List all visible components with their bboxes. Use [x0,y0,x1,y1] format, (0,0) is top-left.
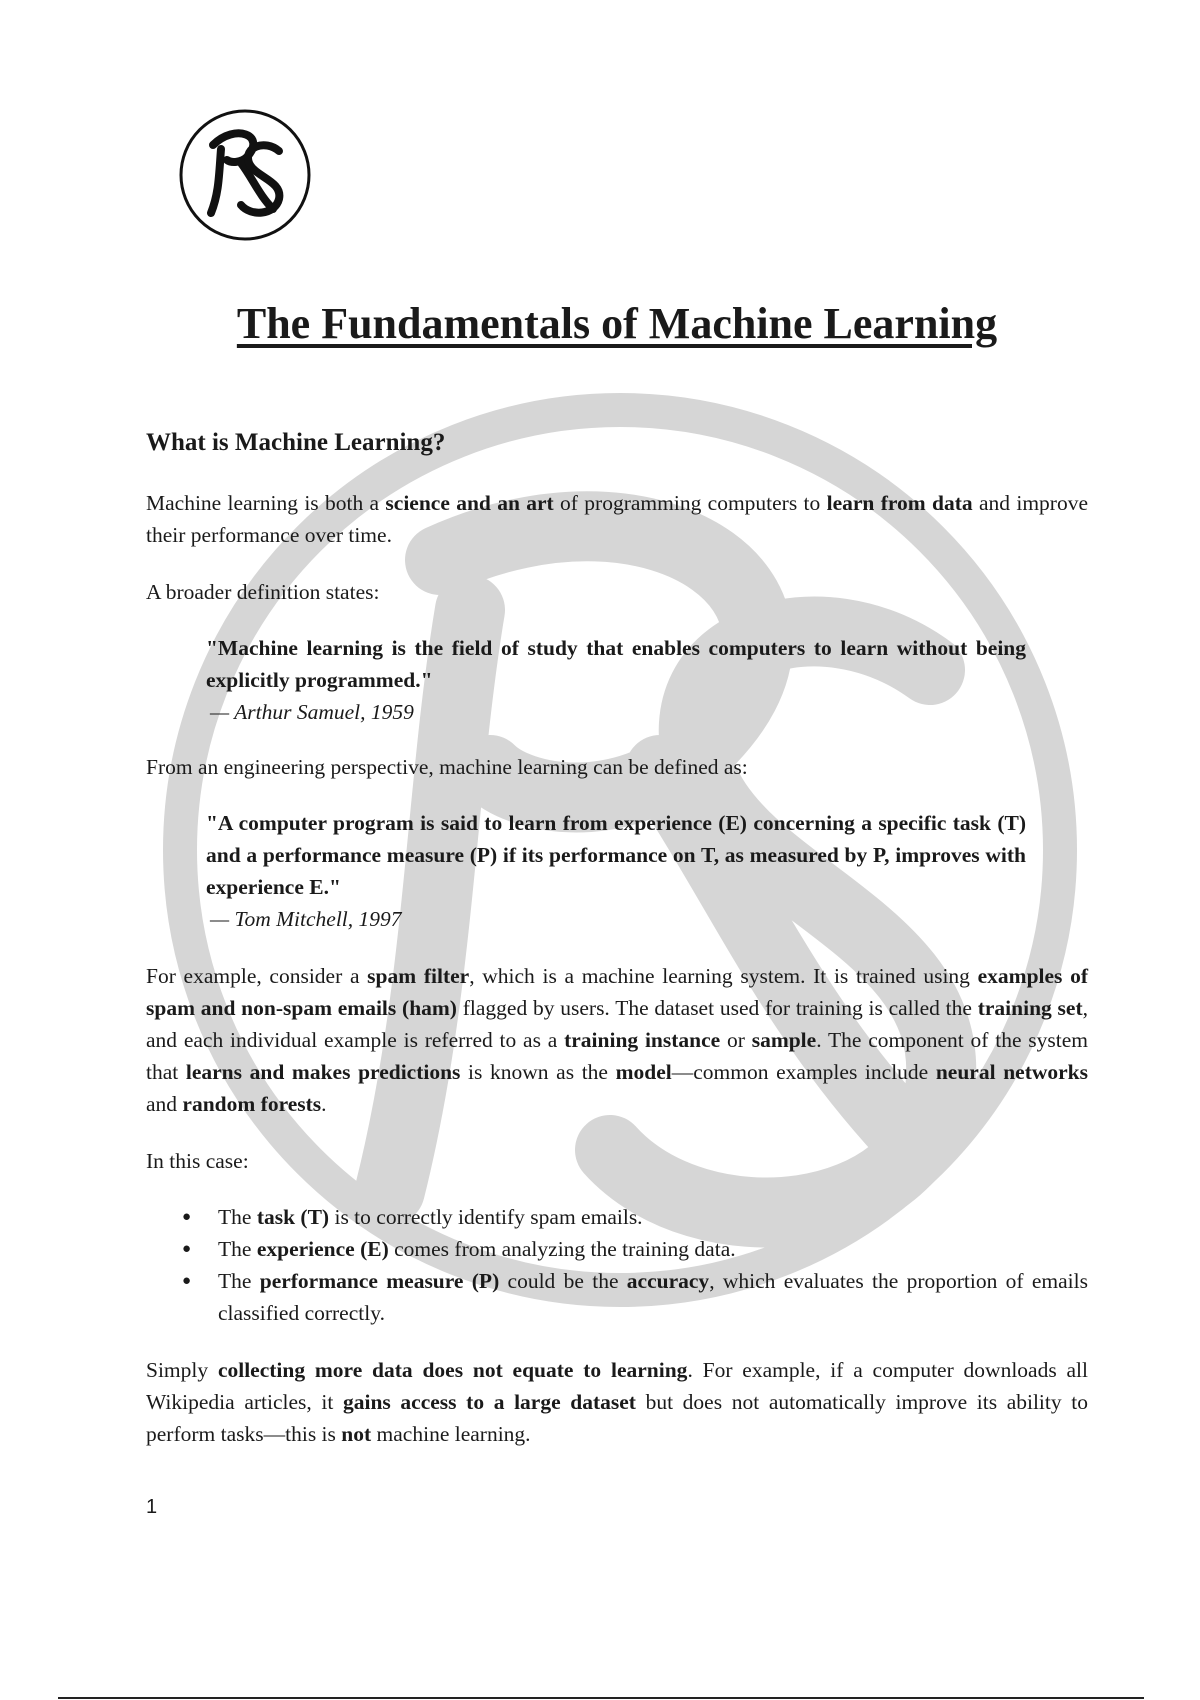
paragraph [146,751,1088,783]
bold-text: learn from data [826,491,973,515]
text-run: Machine learning is both a [146,491,386,515]
bullet-list [182,1201,1088,1329]
bold-text: training set [977,996,1083,1020]
text-run: and [146,1092,183,1116]
page-title: The Fundamentals of Machine Learning [236,299,998,348]
text-run: , which is a machine learning system. It is trained using [469,964,978,988]
text-run: —common examples include [671,1060,936,1084]
text-run: comes from analyzing the training data. [388,1237,736,1261]
paragraph [146,1354,1088,1450]
text-run: , which evaluates the proportion of emails classified correctly. [218,1269,1089,1325]
bold-text: training instance [564,1028,721,1052]
text-run: and improve their performance over time. [146,491,1088,547]
footer-divider [58,1697,1144,1699]
paragraph [146,1145,1088,1177]
text-run: A broader definition states: [146,580,380,604]
text-run: . [321,1092,327,1116]
section-heading: What is Machine Learning? [146,429,446,456]
bold-text: science and an art [385,491,554,515]
bold-text: neural networks [935,1060,1088,1084]
quote-text: "A computer program is said to learn from experience (E) concerning a specific task (T) and a performance measure (P) if its performance on T, as measured by P, improves with experience E." [206,811,1026,899]
text-run: The [218,1269,260,1293]
quote-attribution: — Arthur Samuel, 1959 [210,700,414,724]
bold-text: performance measure (P) [259,1269,500,1293]
text-run: In this case: [146,1149,249,1173]
text-run: but does not automatically improve its ability to perform tasks—this is [146,1390,1088,1446]
bold-text: gains access to a large dataset [342,1390,636,1414]
text-run: is known as the [460,1060,616,1084]
bold-text: random forests [182,1092,322,1116]
text-run: could be the [499,1269,627,1293]
rs-logo-icon [175,105,315,245]
bold-text: spam filter [367,964,470,988]
text-run: , and each individual example is referred to as a [146,996,1088,1052]
text-run: . The component of the system that [146,1028,1088,1084]
bold-text: model [615,1060,672,1084]
list-item [182,1201,1088,1233]
text-run: of programming computers to [553,491,827,515]
text-run: For example, consider a [146,964,368,988]
quote-attribution: — Tom Mitchell, 1997 [210,907,402,931]
bold-text: accuracy [626,1269,710,1293]
text-run: or [720,1028,752,1052]
text-run: The [218,1205,257,1229]
definition-quote [206,807,1026,935]
text-run: . For example, if a computer downloads all Wikipedia articles, it [146,1358,1088,1414]
text-run: is to correctly identify spam emails. [329,1205,643,1229]
bold-text: learns and makes predictions [185,1060,461,1084]
paragraph [146,576,1088,608]
bold-text: task (T) [256,1205,330,1229]
bold-text: experience (E) [256,1237,389,1261]
paragraph [146,487,1088,551]
list-item [182,1265,1088,1329]
text-run: Simply [146,1358,218,1382]
paragraph [146,960,1088,1120]
text-run: From an engineering perspective, machine learning can be defined as: [146,755,748,779]
text-run: The [218,1237,257,1261]
list-item [182,1233,1088,1265]
page-number: 1 [146,1496,158,1518]
bold-text: collecting more data does not equate to learning [217,1358,688,1382]
bold-text: not [341,1422,372,1446]
bold-text: examples of spam and non-spam emails (ham) [146,964,1089,1020]
text-run: machine learning. [371,1422,531,1446]
quote-text: "Machine learning is the field of study that enables computers to learn without being explicitly programmed." [206,636,1026,692]
definition-quote [206,632,1026,728]
bold-text: sample [751,1028,817,1052]
text-run: flagged by users. The dataset used for training is called the [456,996,978,1020]
